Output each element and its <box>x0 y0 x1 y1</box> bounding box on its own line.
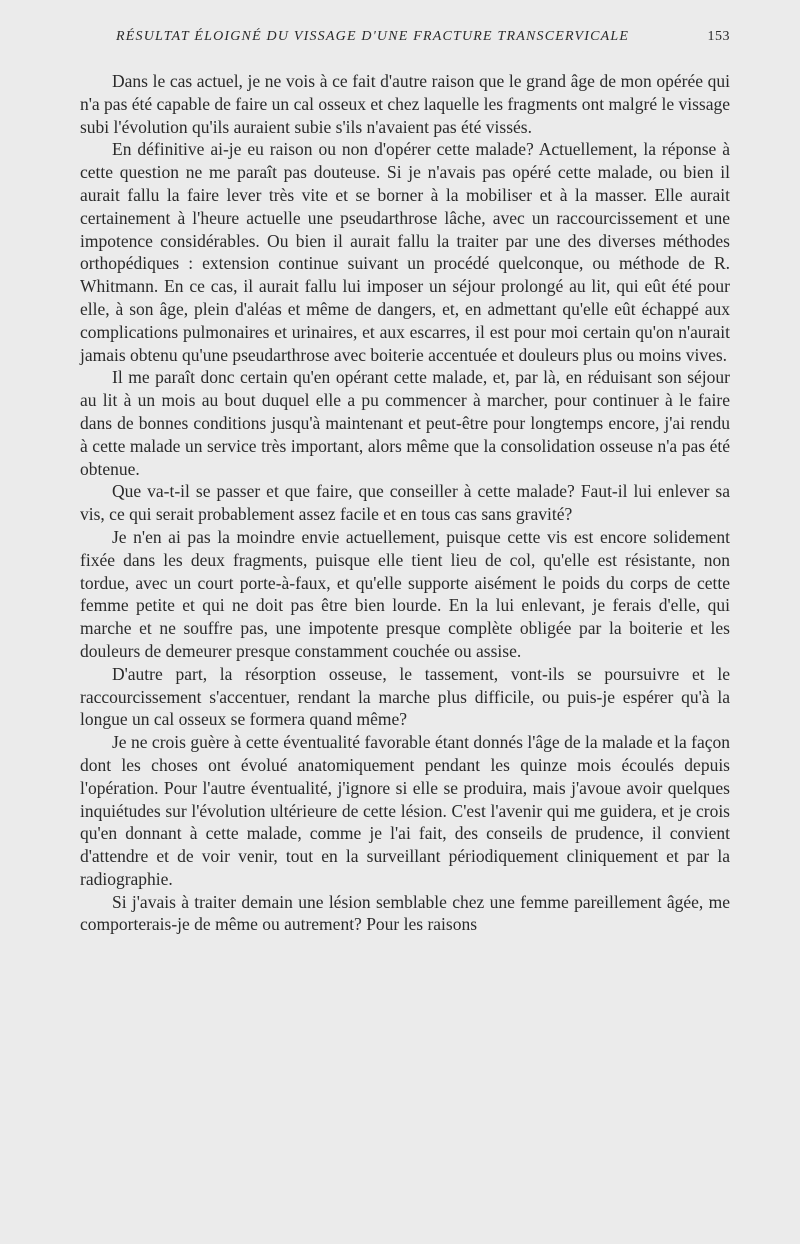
paragraph: Il me paraît donc certain qu'en opérant cette malade, et, par là, en réduisant son séjour au lit à un mois au bout duquel elle a pu commencer à marcher, pour continuer à le faire dans de bonnes conditions jusqu'à maintenant et peut-être pour longtemps encore, j'ai rendu à cette malade un service très important, alors même que la consolidation osseuse n'a pas été obtenue. <box>80 367 730 479</box>
page-number: 153 <box>707 29 730 44</box>
paragraph: Si j'avais à traiter demain une lésion semblable chez une femme pareillement âgée, me comporterais-je de même ou autrement? Pour les raisons <box>80 891 730 935</box>
paragraph: Je n'en ai pas la moindre envie actuellement, puisque cette vis est encore solidement fixée dans les deux fragments, puisque elle tient lieu de col, qu'elle est résistante, non tordue, avec un court porte-à-faux, et qu'elle supporte aisément le poids du corps de cette femme petite et qui ne doit pas être bien lourde. En la lui enlevant, je ferais d'elle, qui marche et ne souffre pas, une impotente presque complète obligée par la boiterie et les douleurs de demeurer presque constamment couchée ou assise. <box>80 526 730 661</box>
paragraph: Dans le cas actuel, je ne vois à ce fait d'autre raison que le grand âge de mon opérée qui n'a pas été capable de faire un cal osseux et chez laquelle les fragments ont malgré le vissage subi l'évolution qu'ils auraient subie s'ils n'avaient pas été vissés. <box>80 71 730 137</box>
paragraph: Je ne crois guère à cette éventualité favorable étant donnés l'âge de la malade et la façon dont les choses ont évolué anatomiquement pendant les quinze mois écoulés depuis l'opération. Pour l'autre éventualité, j'ignore si elle se produira, mais j'avoue avoir quelques inquiétudes sur l'évolution ultérieure de cette lésion. C'est l'avenir qui me guidera, et je crois qu'en donnant à cette malade, comme je l'ai fait, des conseils de prudence, il convient d'attendre et de voir venir, tout en la surveillant périodiquement cliniquement et par la radiographie. <box>80 732 730 889</box>
paragraph: D'autre part, la résorption osseuse, le tassement, vont-ils se poursuivre et le raccourcissement s'accentuer, rendant la marche plus difficile, ou puis-je espérer qu'à la longue un cal osseux se formera quand même? <box>80 663 730 730</box>
running-head <box>116 28 730 46</box>
paragraph: Que va-t-il se passer et que faire, que conseiller à cette malade? Faut-il lui enlever sa vis, ce qui serait probablement assez facile et en tous cas sans gravité? <box>80 481 730 525</box>
body-text <box>80 70 730 936</box>
paragraph: En définitive ai-je eu raison ou non d'opérer cette malade? Actuellement, la réponse à cette question ne me paraît pas douteuse. Si je n'avais pas opéré cette malade, ou bien il aurait fallu la faire lever très vite et se borner à la mobiliser et à la masser. Elle aurait certainement à l'heure actuelle une pseudarthrose lâche, avec un raccourcissement et une impotence considérables. Ou bien il aurait fallu la traiter par une des diverses méthodes orthopédiques : extension continue suivant un procédé quelconque, ou méthode de R. Whitmann. En ce cas, il aurait fallu lui imposer un séjour prolongé au lit, qui eût été pour elle, à son âge, plein d'aléas et même de dangers, et, en admettant qu'elle eût échappé aux complications pulmonaires et urinaires, et aux escarres, il est pour moi certain qu'on n'aurait jamais obtenu qu'une pseudarthrose avec boiterie accentuée et douleurs plus ou moins vives. <box>80 139 730 365</box>
running-title: RÉSULTAT ÉLOIGNÉ DU VISSAGE D'UNE FRACTURE TRANSCERVICALE <box>116 29 630 44</box>
